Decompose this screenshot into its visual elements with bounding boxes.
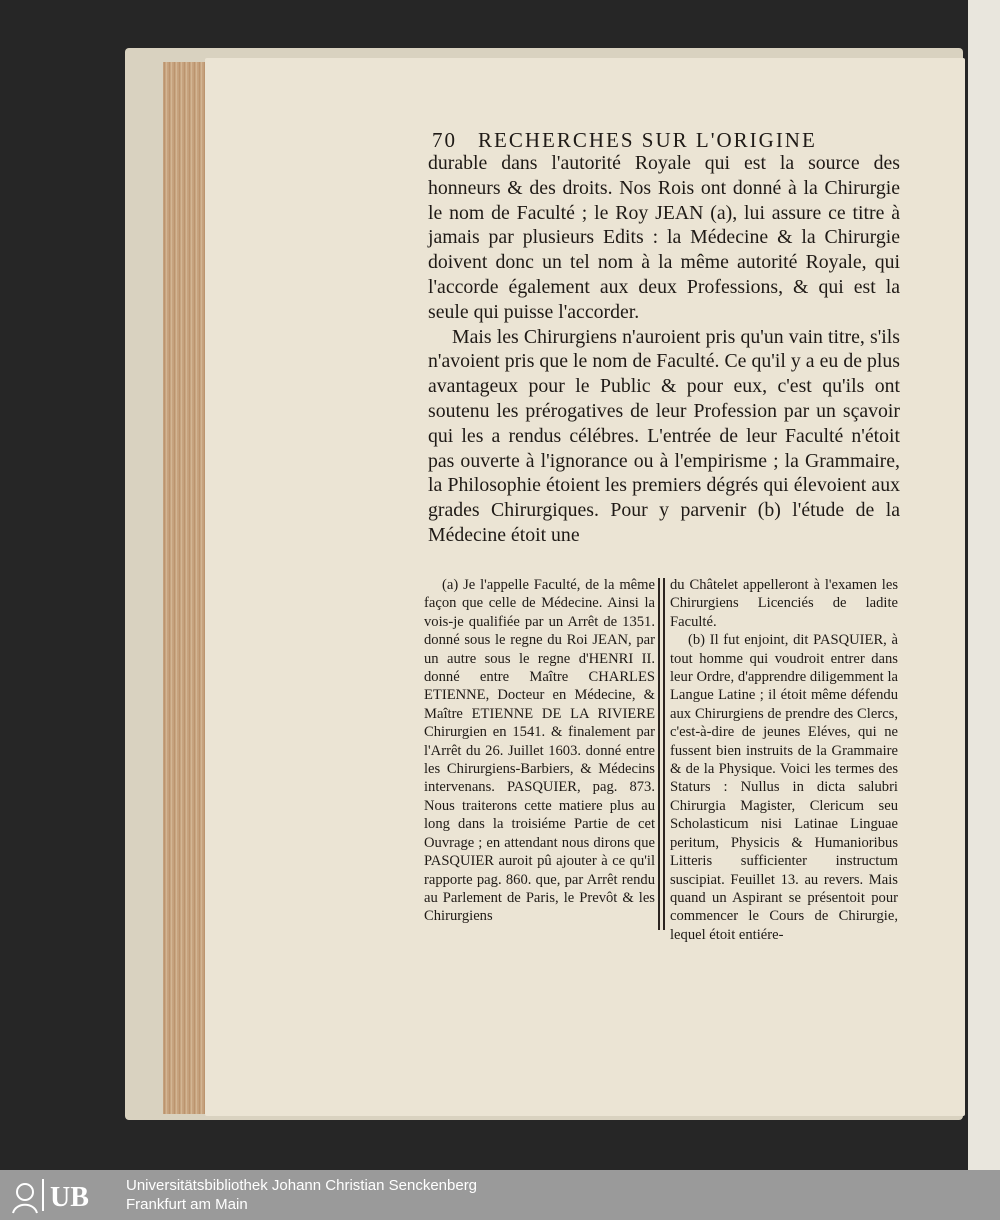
footnote-left-column	[424, 576, 655, 926]
next-page-edge	[968, 0, 1000, 1170]
page-stack-edge	[163, 62, 209, 1114]
running-title: RECHERCHES SUR L'ORIGINE	[478, 128, 817, 152]
page-number: 70	[432, 128, 457, 152]
body-paragraph-1: durable dans l'autorité Royale qui est la source des honneurs & des droits. Nos Rois ont donné à la Chirurgie le nom de Faculté ; le Roy JEAN (a), lui assure ce titre à jamais par plusieurs Edits : la Médecine & la Chirurgie doivent donc un tel nom à la même autorité Royale, qui l'accorde également aux deux Professions, & qui est la seule qui puisse l'accorder.	[428, 152, 900, 323]
column-rule	[658, 578, 660, 930]
library-name	[126, 1176, 477, 1214]
university-library-logo	[8, 1176, 118, 1214]
column-rule	[663, 578, 665, 930]
main-text	[428, 151, 900, 548]
footnote-right-column	[670, 576, 898, 944]
logo-text: UB	[50, 1182, 89, 1213]
footnote-b: (b) Il fut enjoint, dit PASQUIER, à tout homme qui voudroit entrer dans leur Ordre, d'apprendre diligemment la Langue Latine ; il étoit même défendu aux Chirurgiens de prendre des Clercs, c'est-à-dire de jeunes Eléves, qui ne fussent bien instruits de la Grammaire & de la Physique. Voici les termes des Staturs : Nullus in dicta salubri Chirurgia Magister, Clericum seu Scholasticum nisi Latinae Linguae peritum, Physicis & Humanioribus Litteris sufficienter instructum suscipiat. Feuillet 13. au revers. Mais quand un Aspirant se présentoit pour commencer le Cours de Chirurgie, lequel étoit entiére-	[670, 632, 898, 943]
body-paragraph-2: Mais les Chirurgiens n'auroient pris qu'un vain titre, s'ils n'avoient pris que le nom de Faculté. Ce qu'il y a eu de plus avantageux pour le Public & pour eux, c'est qu'ils ont soutenu les prérogatives de leur Profession par un sçavoir qui les a rendus célébres. L'entrée de leur Faculté n'étoit pas ouverte à l'ignorance ou à l'empirisme ; la Grammaire, la Philosophie étoient les premiers dégrés qui élevoient aux grades Chirurgiques. Pour y parvenir (b) l'étude de la Médecine étoit une	[428, 325, 900, 546]
footnote-a: (a) Je l'appelle Faculté, de la même façon que celle de Médecine. Ainsi la vois-je qualifiée par un Arrêt de 1351. donné sous le regne du Roi JEAN, par un autre sous le regne d'HENRI II. donné entre Maître CHARLES ETIENNE, Docteur en Médecine, & Maître ETIENNE DE LA RIVIERE Chirurgien en 1541. & finalement par l'Arrêt du 26. Juillet 1603. donné entre les Chirurgiens-Barbiers, & Médecins intervenans. PASQUIER, pag. 873. Nous traiterons cette matiere plus au long dans la troisiéme Partie de cet Ouvrage ; en attendant nous dirons que PASQUIER auroit pû ajouter à ce qu'il rapporte pag. 860. que, par Arrêt rendu au Parlement de Paris, le Prevôt & les Chirurgiens	[424, 577, 655, 925]
library-name-line1: Universitätsbibliothek Johann Christian Senckenberg	[126, 1177, 478, 1194]
running-header	[432, 128, 902, 153]
library-name-line2: Frankfurt am Main	[126, 1196, 248, 1213]
footnote-a-continuation: du Châtelet appelleront à l'examen les Chirurgiens Licenciés de ladite Faculté.	[670, 577, 898, 630]
library-footer	[0, 1170, 1000, 1220]
